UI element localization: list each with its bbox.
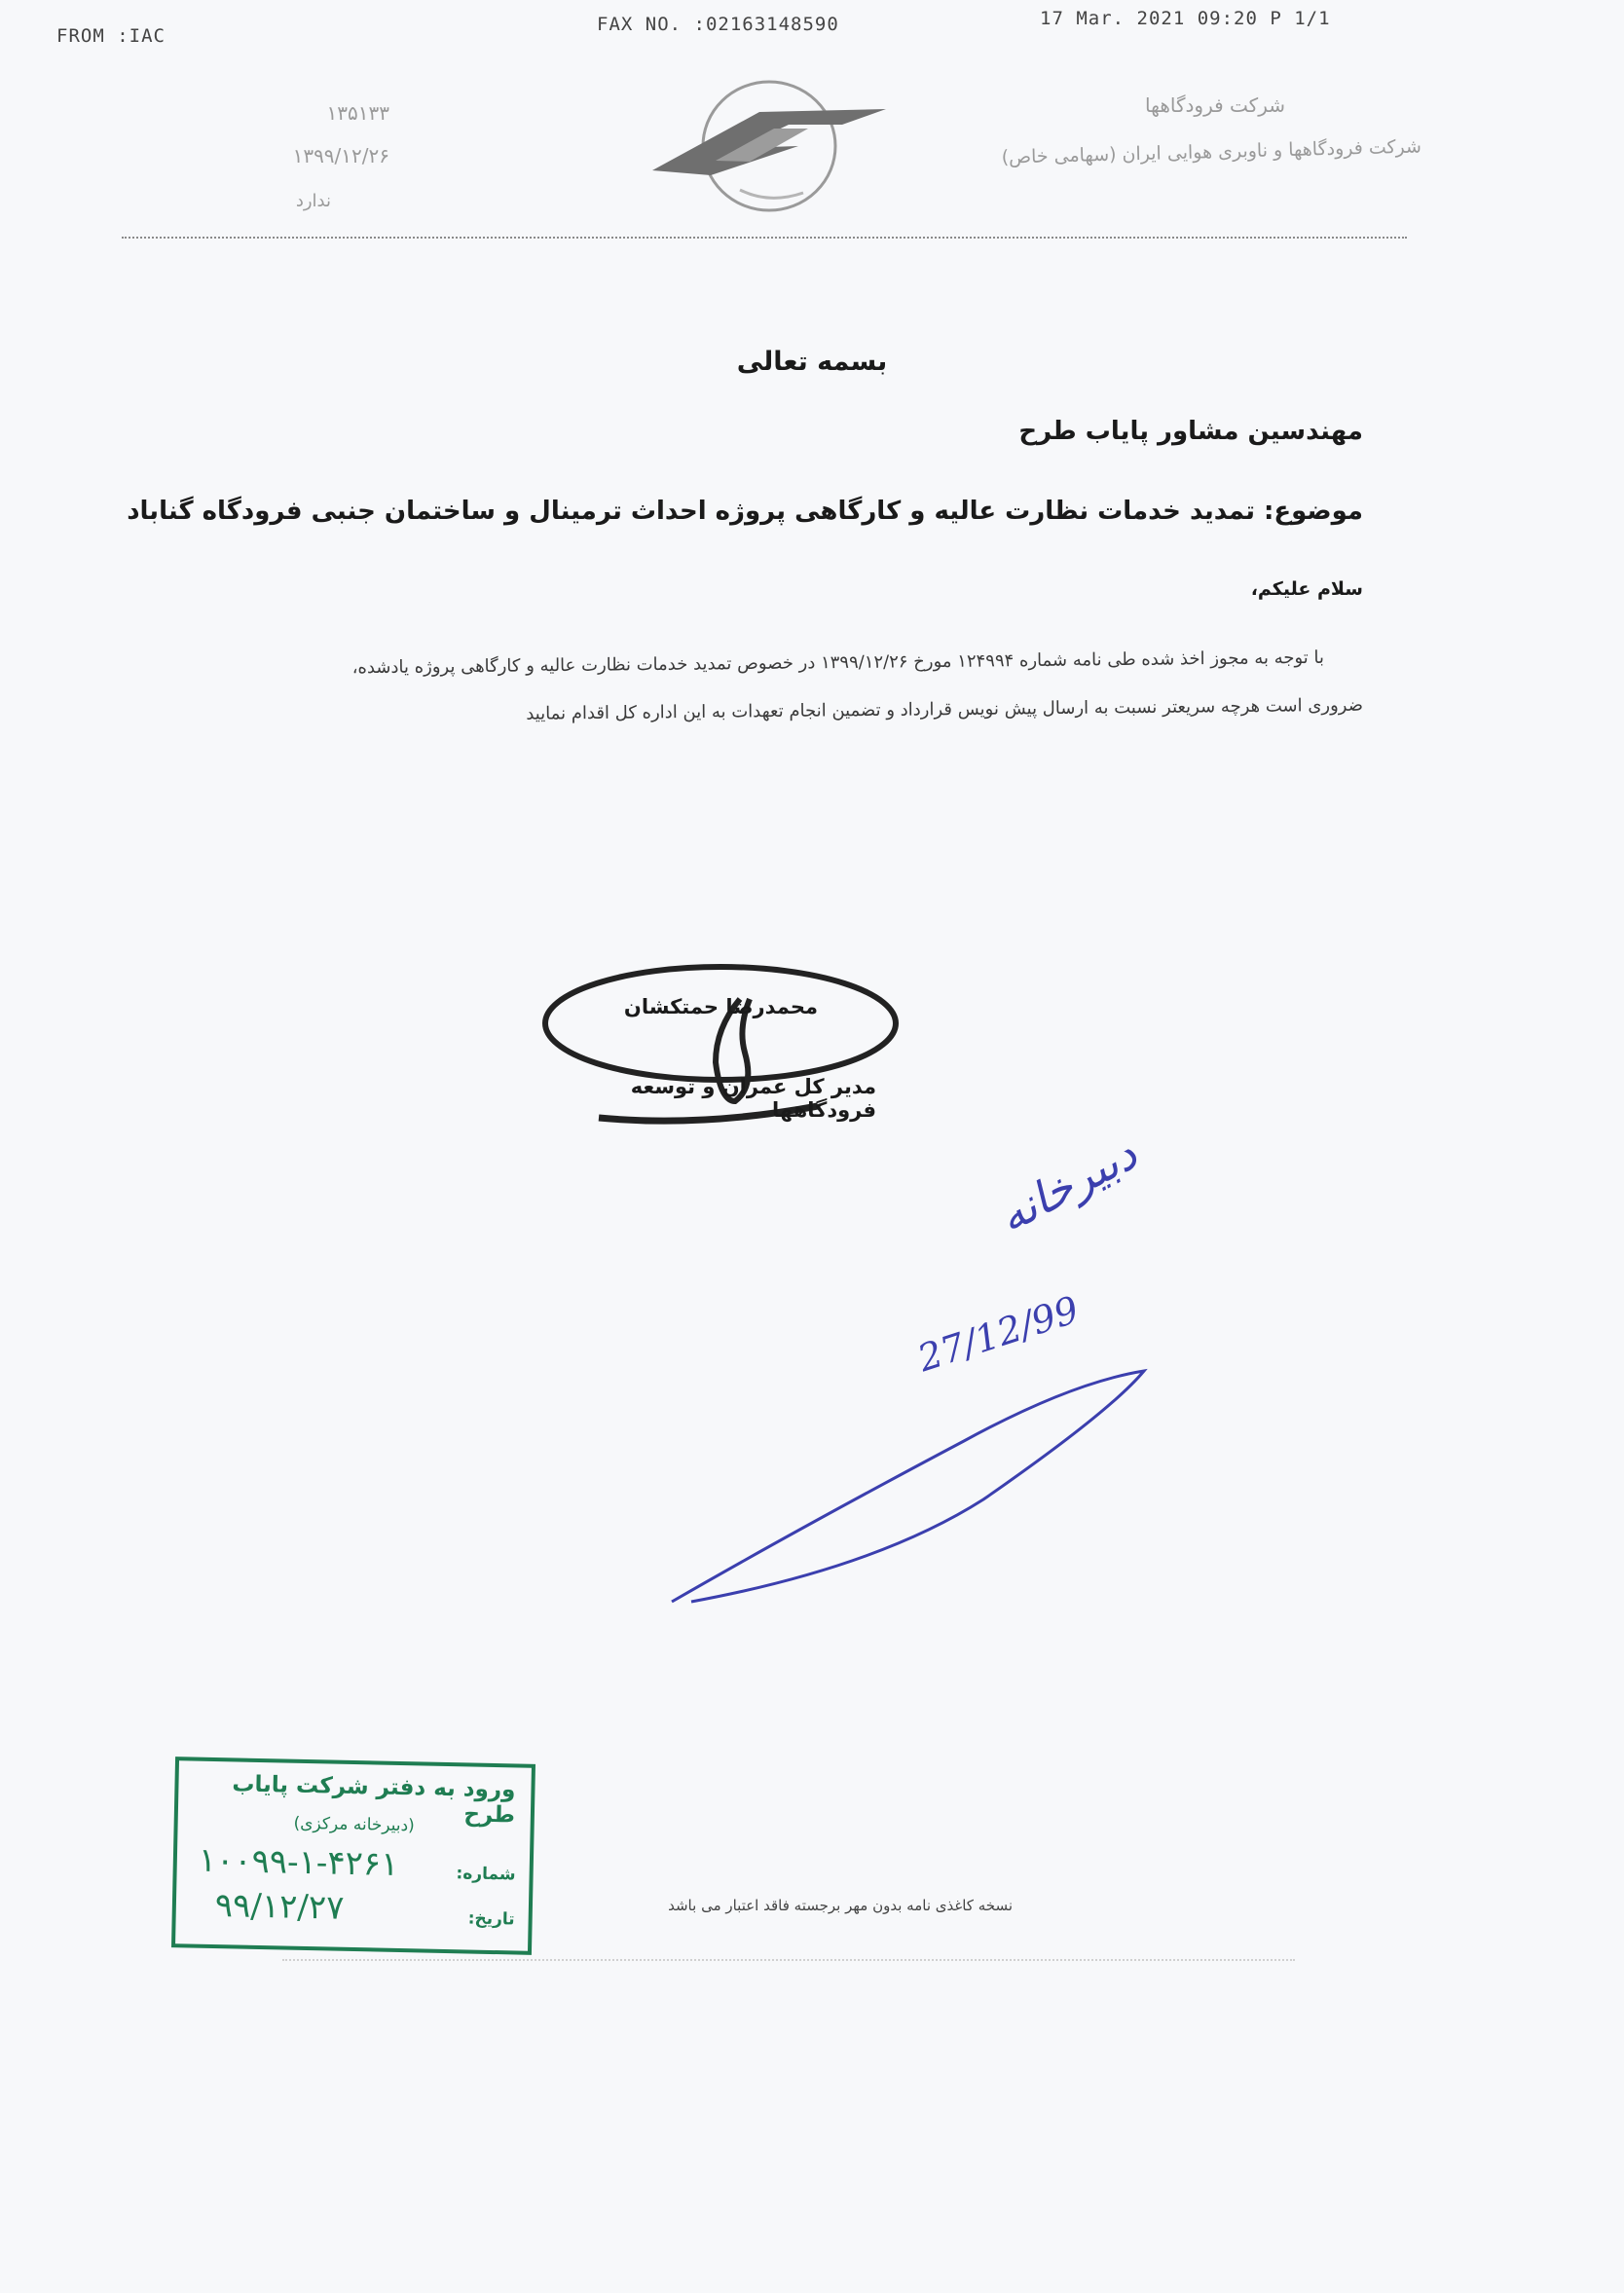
- invocation: بسمه تعالی: [736, 347, 888, 377]
- stamp-subtitle: (دبیرخانه مرکزی): [293, 1813, 416, 1836]
- fax-datetime: 17 Mar. 2021 09:20 P 1/1: [1040, 8, 1331, 29]
- body-line-2: ضروری است هرچه سریعتر نسبت به ارسال پیش نویس قرارداد و تضمین انجام تعهدات به این اداره کل اقدام نمایید: [526, 694, 1364, 724]
- letter-date: ۱۳۹۹/۱۲/۲۶: [292, 144, 389, 167]
- airports-company-logo: [643, 68, 896, 224]
- signer-name: محمدرضا حمتکشان: [623, 995, 818, 1018]
- header-divider: [122, 237, 1407, 239]
- org-name-short: شرکت فرودگاهها: [1145, 93, 1285, 117]
- body-line-1: با توجه به مجوز اخذ شده طی نامه شماره ۱۲۴۹۹۴ مورخ ۱۳۹۹/۱۲/۲۶ در خصوص تمدید خدمات نظارت عالیه و کارگاهی پروژه یادشده،: [351, 647, 1325, 679]
- stamp-number-label: شماره:: [456, 1864, 516, 1885]
- stamp-number-value: ۱۰۰۹۹-۱-۴۲۶۱: [198, 1840, 399, 1884]
- footer-note: نسخه کاغذی نامه بدون مهر برجسته فاقد اعتبار می باشد: [668, 1897, 1013, 1914]
- stamp-title: ورود به دفتر شرکت پایاب طرح: [232, 1771, 516, 1829]
- fax-from: FROM :IAC: [56, 25, 166, 47]
- fax-number: FAX NO. :02163148590: [597, 14, 839, 35]
- stamp-date-label: تاریخ:: [467, 1908, 515, 1930]
- letter-attachment: ندارد: [295, 191, 331, 211]
- footer-address-faint: [282, 1959, 1295, 1980]
- greeting: سلام علیکم،: [1250, 578, 1363, 600]
- handwritten-note: دبیرخانه: [989, 1127, 1146, 1243]
- subject-line: موضوع: تمدید خدمات نظارت عالیه و کارگاهی پروژه احداث ترمینال و ساختمان جنبی فرودگاه گناباد: [127, 497, 1363, 526]
- recipient: مهندسین مشاور پایاب طرح: [1018, 417, 1363, 446]
- handwritten-initial-stroke: [662, 1353, 1168, 1616]
- stamp-date-value: ۹۹/۱۲/۲۷: [214, 1886, 345, 1928]
- org-name-full: شرکت فرودگاهها و ناوبری هوایی ایران (سهامی خاص): [1001, 135, 1422, 168]
- handwritten-date: 27/12/99: [912, 1287, 1085, 1381]
- signer-title: مدیر کل عمران و توسعه فرودگاهها: [630, 1075, 876, 1122]
- registry-stamp: [171, 1757, 535, 1955]
- letter-number: ۱۳۵۱۳۳: [326, 101, 389, 125]
